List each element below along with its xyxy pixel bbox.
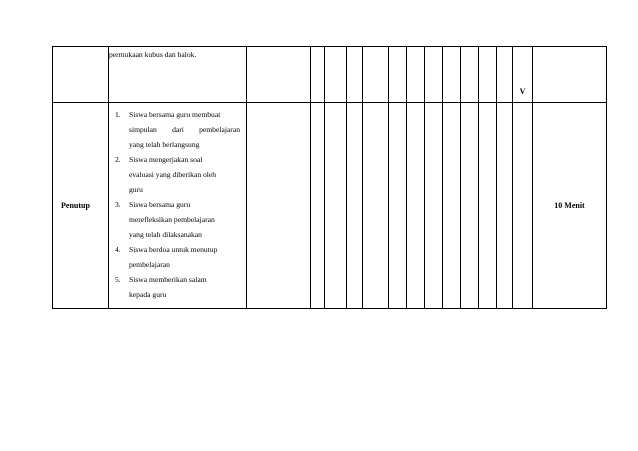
list-item: 5. Siswa memberikan salam kepada guru bbox=[115, 275, 207, 299]
cell bbox=[407, 103, 425, 309]
cell bbox=[347, 103, 363, 309]
cell bbox=[479, 47, 497, 103]
phase-label: Penutup bbox=[53, 103, 109, 309]
checkmark-cell: V bbox=[513, 47, 533, 103]
closing-activities bbox=[109, 103, 247, 309]
lesson-plan-table bbox=[52, 46, 607, 309]
cell bbox=[479, 103, 497, 309]
list-item: 1. Siswa bersama guru membuat simpulan dari pembelajaran yang telah berlangsung bbox=[115, 110, 240, 149]
cell bbox=[443, 47, 461, 103]
list-item: 2. Siswa mengerjakan soal evaluasi yang diberikan oleh guru bbox=[115, 155, 217, 194]
cell bbox=[347, 47, 363, 103]
cell bbox=[425, 103, 443, 309]
cell bbox=[325, 103, 347, 309]
list-item: 3. Siswa bersama guru merefleksikan pembelajaran yang telah dilaksanakan bbox=[115, 200, 215, 239]
cell bbox=[497, 47, 513, 103]
cell bbox=[325, 47, 347, 103]
activity-list bbox=[109, 107, 246, 302]
cell bbox=[363, 47, 389, 103]
cell bbox=[311, 103, 325, 309]
cell bbox=[461, 103, 479, 309]
cell bbox=[407, 47, 425, 103]
cell bbox=[443, 103, 461, 309]
table-row-penutup bbox=[53, 103, 607, 309]
cell bbox=[389, 47, 407, 103]
list-item: 4. Siswa berdoa untuk menutup pembelajaran bbox=[115, 245, 218, 269]
table-row-continuation bbox=[53, 47, 607, 103]
cell bbox=[389, 103, 407, 309]
time-cell-empty bbox=[533, 47, 607, 103]
activity-continuation: permukaan kubus dan balok. bbox=[109, 47, 247, 103]
cell bbox=[461, 47, 479, 103]
cell bbox=[497, 103, 513, 309]
cell bbox=[247, 103, 311, 309]
duration-label: 10 Menit bbox=[533, 103, 607, 309]
phase-cell-empty bbox=[53, 47, 109, 103]
cell bbox=[363, 103, 389, 309]
cell bbox=[513, 103, 533, 309]
cell bbox=[425, 47, 443, 103]
cell bbox=[311, 47, 325, 103]
cell bbox=[247, 47, 311, 103]
